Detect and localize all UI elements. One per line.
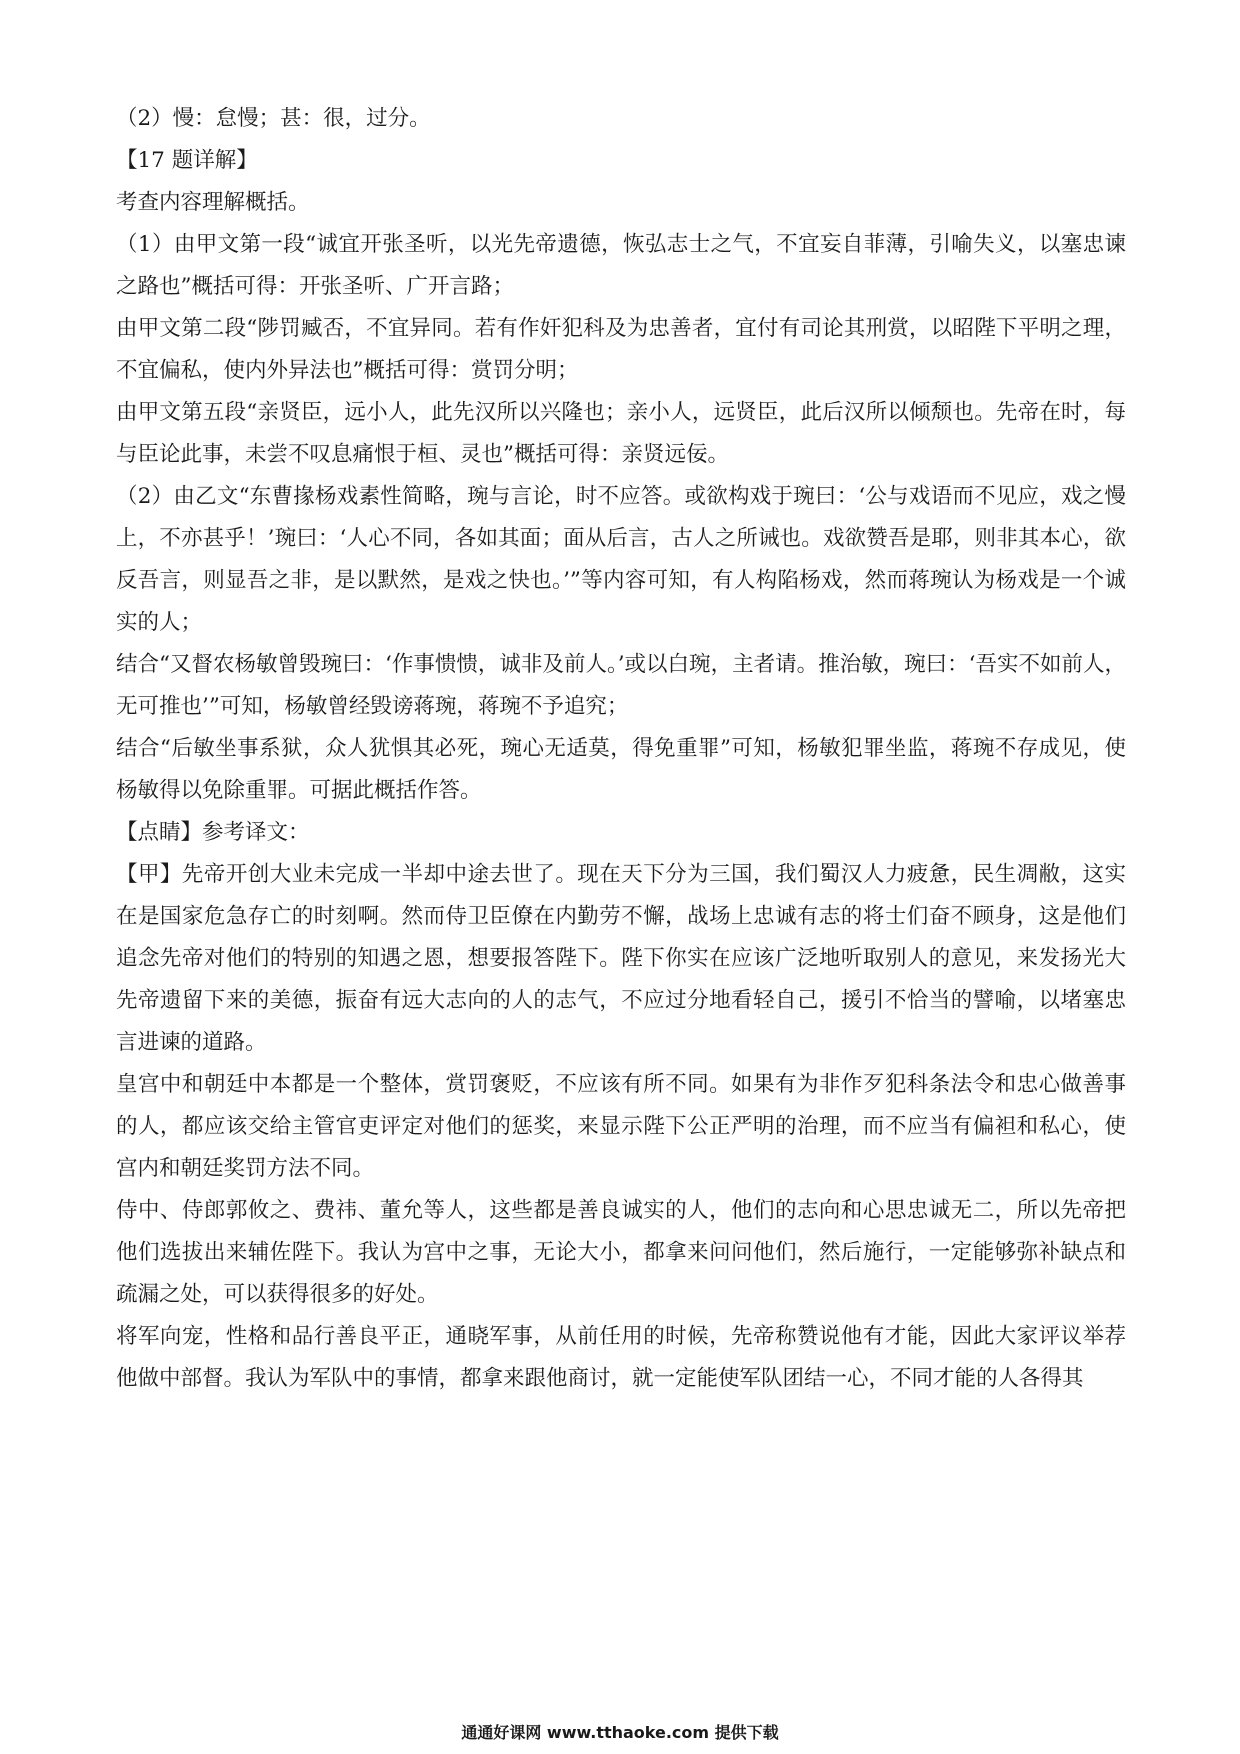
paragraph: 结合“后敏坐事系狱，众人犹惧其必死，琬心无适莫，得免重罪”可知，杨敏犯罪坐监，蒋琬不存成见，使杨敏得以免除重罪。可据此概括作答。 (116, 736, 1126, 803)
paragraph: （2）由乙文“东曹掾杨戏素性简略，琬与言论，时不应答。或欲构戏于琬曰：‘公与戏语而不见应，戏之慢上，不亦甚乎！’琬曰：‘人心不同，各如其面；面从后言，古人之所诫也。戏欲赞吾是耶，则非其本心，欲反吾言，则显吾之非，是以默然，是戏之快也。’”等内容可知，有人构陷杨戏，然而蒋琬认为杨戏是一个诚实的人； (116, 484, 1126, 635)
page-footer: 通通好课网 www.tthaoke.com 提供下载 (461, 1723, 779, 1742)
paragraph: 考查内容理解概括。 (116, 190, 310, 215)
paragraph: 【甲】先帝开创大业未完成一半却中途去世了。现在天下分为三国，我们蜀汉人力疲惫，民生凋敝，这实在是国家危急存亡的时刻啊。然而侍卫臣僚在内勤劳不懈，战场上忠诚有志的将士们奋不顾身，这是他们追念先帝对他们的特别的知遇之恩，想要报答陛下。陛下你实在应该广泛地听取别人的意见，来发扬光大先帝遗留下来的美德，振奋有远大志向的人的志气，不应过分地看轻自己，援引不恰当的譬喻，以堵塞忠言进谏的道路。 (116, 862, 1126, 1055)
paragraph: 由甲文第二段“陟罚臧否，不宜异同。若有作奸犯科及为忠善者，宜付有司论其刑赏，以昭陛下平明之理，不宜偏私，使内外异法也”概括可得：赏罚分明； (116, 316, 1126, 383)
paragraph: （1）由甲文第一段“诚宜开张圣听，以光先帝遗德，恢弘志士之气，不宜妄自菲薄，引喻失义，以塞忠谏之路也”概括可得：开张圣听、广开言路； (116, 232, 1126, 299)
paragraph: （2）慢：怠慢；甚：很，过分。 (116, 106, 431, 131)
paragraph: 【17 题详解】 (116, 148, 258, 173)
paragraph: 结合“又督农杨敏曾毁琬曰：‘作事愦愦，诚非及前人。’或以白琬，主者请。推治敏，琬曰：‘吾实不如前人，无可推也’”可知，杨敏曾经毁谤蒋琬，蒋琬不予追究； (116, 652, 1126, 719)
paragraph: 侍中、侍郎郭攸之、费祎、董允等人，这些都是善良诚实的人，他们的志向和心思忠诚无二，所以先帝把他们选拔出来辅佐陛下。我认为宫中之事，无论大小，都拿来问问他们，然后施行，一定能够弥补缺点和疏漏之处，可以获得很多的好处。 (116, 1198, 1126, 1307)
paragraph: 皇宫中和朝廷中本都是一个整体，赏罚褒贬，不应该有所不同。如果有为非作歹犯科条法令和忠心做善事的人，都应该交给主管官吏评定对他们的惩奖，来显示陛下公正严明的治理，而不应当有偏袒和私心，使宫内和朝廷奖罚方法不同。 (116, 1072, 1126, 1181)
paragraph: 将军向宠，性格和品行善良平正，通晓军事，从前任用的时候，先帝称赞说他有才能，因此大家评议举荐他做中部督。我认为军队中的事情，都拿来跟他商讨，就一定能使军队团结一心，不同才能的人各得其 (116, 1324, 1126, 1391)
paragraph: 【点睛】参考译文： (116, 820, 310, 845)
document-body (116, 98, 1126, 1400)
paragraph: 由甲文第五段“亲贤臣，远小人，此先汉所以兴隆也；亲小人，远贤臣，此后汉所以倾颓也。先帝在时，每与臣论此事，未尝不叹息痛恨于桓、灵也”概括可得：亲贤远佞。 (116, 400, 1126, 467)
